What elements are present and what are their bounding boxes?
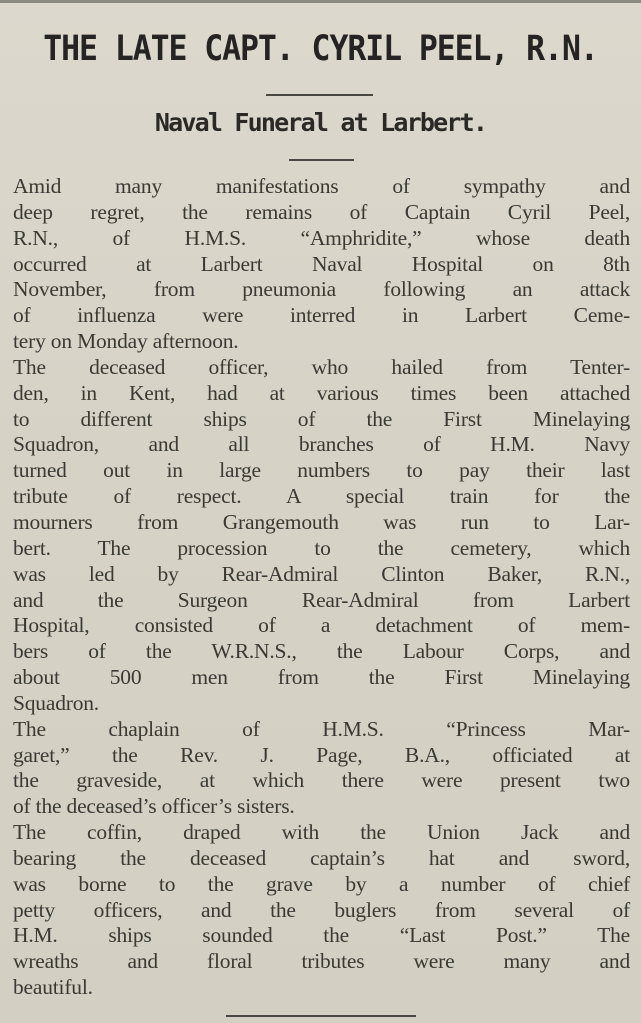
paragraph-4	[13, 820, 630, 1001]
text-line: tery on Monday afternoon.	[13, 329, 239, 354]
text-line: deep regret, the remains of Captain Cyril Peel,	[13, 199, 630, 224]
paragraph-2	[13, 355, 630, 717]
text-line: of influenza were interred in Larbert Ceme-	[13, 303, 630, 328]
article-end-divider	[226, 1015, 416, 1017]
text-line: H.M. ships sounded the “Last Post.” The	[13, 923, 630, 948]
text-line: Amid many manifestations of sympathy and	[13, 174, 630, 198]
text-line: Squadron, and all branches of H.M. Navy	[13, 432, 630, 457]
text-line: R.N., of H.M.S. “Amphridite,” whose death	[13, 225, 630, 250]
text-line: November, from pneumonia following an attack	[13, 277, 630, 302]
text-line: the graveside, at which there were present two	[13, 768, 630, 793]
article-headline: THE LATE CAPT. CYRIL PEEL, R.N.	[43, 29, 598, 69]
text-line: was borne to the grave by a number of chief	[13, 871, 630, 896]
text-line: The chaplain of H.M.S. “Princess Mar-	[13, 716, 630, 741]
text-line: turned out in large numbers to pay their last	[13, 458, 630, 483]
text-line: occurred at Larbert Naval Hospital on 8th	[13, 251, 630, 276]
text-line: bert. The procession to the cemetery, which	[13, 535, 630, 560]
paragraph-3	[13, 717, 630, 820]
text-line: to different ships of the First Minelaying	[13, 406, 630, 431]
text-line: bers of the W.R.N.S., the Labour Corps, and	[13, 639, 630, 664]
text-line: The deceased officer, who hailed from Tenter-	[13, 354, 630, 379]
text-line: Hospital, consisted of a detachment of mem-	[13, 613, 630, 638]
article-body	[13, 174, 630, 1001]
paragraph-1	[13, 174, 630, 355]
headline-divider	[266, 94, 373, 96]
text-line: den, in Kent, had at various times been attached	[13, 380, 630, 405]
text-line: The coffin, draped with the Union Jack and	[13, 820, 630, 845]
text-line: and the Surgeon Rear-Admiral from Larbert	[13, 587, 630, 612]
text-line: was led by Rear-Admiral Clinton Baker, R.N.,	[13, 561, 630, 586]
text-line: tribute of respect. A special train for the	[13, 484, 630, 509]
text-line: beautiful.	[13, 975, 93, 1000]
text-line: of the deceased’s officer’s sisters.	[13, 794, 295, 819]
article-subheading: Naval Funeral at Larbert.	[154, 108, 487, 137]
text-line: petty officers, and the buglers from several of	[13, 897, 630, 922]
text-line: bearing the deceased captain’s hat and sword,	[13, 845, 630, 870]
text-line: Squadron.	[13, 690, 99, 715]
text-line: garet,” the Rev. J. Page, B.A., officiated at	[13, 742, 630, 767]
subheading-divider	[289, 159, 354, 161]
text-line: wreaths and floral tributes were many and	[13, 949, 630, 974]
text-line: about 500 men from the First Minelaying	[13, 665, 630, 690]
text-line: mourners from Grangemouth was run to Lar-	[13, 509, 630, 534]
